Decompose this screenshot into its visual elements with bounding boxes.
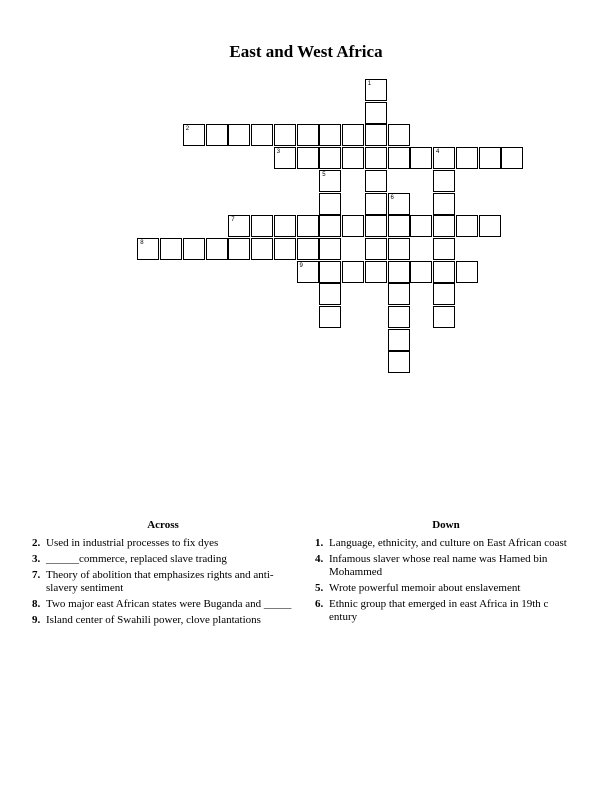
clue-down-6 — [315, 598, 577, 624]
grid-cell[interactable] — [206, 238, 228, 260]
clue-number: 2. — [32, 537, 41, 549]
down-heading: Down — [432, 519, 460, 531]
puzzle-title: East and West Africa — [229, 42, 383, 61]
grid-cell[interactable] — [274, 215, 296, 237]
grid-cell[interactable] — [388, 351, 410, 373]
grid-cell[interactable] — [319, 238, 341, 260]
grid-cell[interactable] — [228, 215, 250, 237]
grid-cell[interactable] — [433, 261, 455, 283]
clue-text: Theory of abolition that emphasizes rights and anti-slavery sentiment — [46, 569, 274, 594]
grid-cell[interactable] — [319, 306, 341, 328]
grid-cell[interactable] — [319, 147, 341, 169]
grid-cell[interactable] — [479, 215, 501, 237]
grid-cell[interactable] — [365, 147, 387, 169]
cell-number: 7 — [231, 217, 235, 224]
clue-number: 1. — [315, 537, 324, 549]
cell-number: 4 — [436, 149, 440, 156]
grid-cell[interactable] — [342, 215, 364, 237]
across-clues — [32, 519, 294, 630]
grid-cell[interactable] — [297, 147, 319, 169]
grid-cell[interactable] — [319, 124, 341, 146]
clue-text: Used in industrial processes to fix dyes — [46, 537, 219, 549]
grid-cell[interactable] — [388, 124, 410, 146]
clue-across-9 — [32, 614, 294, 627]
clue-number: 3. — [32, 553, 41, 565]
clue-down-5 — [315, 582, 577, 595]
grid-cell[interactable] — [433, 170, 455, 192]
grid-cell[interactable] — [433, 193, 455, 215]
grid-cell[interactable] — [342, 124, 364, 146]
grid-cell[interactable] — [365, 261, 387, 283]
grid-cell[interactable] — [456, 261, 478, 283]
grid-cell[interactable] — [410, 261, 432, 283]
grid-cell[interactable] — [319, 283, 341, 305]
cell-number: 8 — [140, 239, 144, 246]
cell-number: 3 — [276, 149, 281, 156]
grid-cell[interactable] — [388, 215, 410, 237]
clue-across-3 — [32, 553, 294, 566]
grid-cell[interactable] — [365, 193, 387, 215]
grid-cell[interactable] — [365, 102, 387, 124]
clue-down-1 — [315, 537, 577, 550]
grid-cell[interactable] — [479, 147, 501, 169]
cell-number: 2 — [185, 126, 190, 133]
grid-cell[interactable] — [297, 238, 319, 260]
grid-cell[interactable] — [228, 124, 250, 146]
grid-cell[interactable] — [206, 124, 228, 146]
grid-cell[interactable] — [319, 170, 341, 192]
grid-cell[interactable] — [251, 215, 273, 237]
clue-text: Two major east African states were Buganda and _____ — [46, 598, 292, 610]
grid-cell[interactable] — [274, 124, 296, 146]
across-heading: Across — [147, 519, 179, 531]
clue-across-8 — [32, 598, 294, 611]
grid-cell[interactable] — [365, 124, 387, 146]
clue-number: 9. — [32, 614, 41, 626]
grid-cell[interactable] — [433, 147, 455, 169]
grid-cell[interactable] — [388, 193, 410, 215]
clue-text: Wrote powerful memoir about enslavement — [329, 582, 521, 594]
grid-cell[interactable] — [274, 147, 296, 169]
grid-cell[interactable] — [297, 261, 319, 283]
grid-cell[interactable] — [342, 147, 364, 169]
down-clues — [315, 519, 577, 627]
grid-cell[interactable] — [456, 147, 478, 169]
grid-cell[interactable] — [274, 238, 296, 260]
grid-cell[interactable] — [433, 283, 455, 305]
grid-cell[interactable] — [251, 238, 273, 260]
cell-number: 6 — [390, 194, 394, 201]
grid-cell[interactable] — [365, 170, 387, 192]
grid-cell[interactable] — [251, 124, 273, 146]
grid-cell[interactable] — [319, 193, 341, 215]
grid-cell[interactable] — [297, 215, 319, 237]
grid-cell[interactable] — [388, 329, 410, 351]
clue-across-7 — [32, 569, 294, 595]
grid-cell[interactable] — [433, 306, 455, 328]
grid-cell[interactable] — [342, 261, 364, 283]
clue-number: 8. — [32, 598, 41, 610]
cell-number: 5 — [322, 171, 326, 178]
clue-text: Language, ethnicity, and culture on East African coast — [329, 537, 567, 549]
clue-across-2 — [32, 537, 294, 550]
clue-text: Island center of Swahili power, clove plantations — [46, 614, 261, 626]
grid-cell[interactable] — [365, 238, 387, 260]
grid-cell[interactable] — [456, 215, 478, 237]
cell-number: 1 — [367, 81, 372, 87]
grid-cell[interactable] — [388, 306, 410, 328]
clue-number: 5. — [315, 582, 324, 594]
grid-cell[interactable] — [388, 261, 410, 283]
grid-cell[interactable] — [365, 215, 387, 237]
grid-cell[interactable] — [319, 215, 341, 237]
clue-down-4 — [315, 553, 577, 579]
clue-text: ______commerce, replaced slave trading — [46, 553, 227, 565]
clue-text: Infamous slaver whose real name was Hamed bin Mohammed — [329, 553, 548, 578]
cell-number: 9 — [299, 262, 303, 269]
grid-cell[interactable] — [183, 238, 205, 260]
grid-cell[interactable] — [319, 261, 341, 283]
grid-cell[interactable] — [410, 215, 432, 237]
grid-cell[interactable] — [183, 124, 205, 146]
clue-number: 4. — [315, 553, 324, 565]
grid-cell[interactable] — [433, 238, 455, 260]
clue-number: 7. — [32, 569, 41, 581]
grid-cell[interactable] — [410, 147, 432, 169]
clue-number: 6. — [315, 598, 324, 610]
grid-cell[interactable] — [388, 147, 410, 169]
grid-cell[interactable] — [501, 147, 523, 169]
grid-cell[interactable] — [137, 238, 159, 260]
grid-cell[interactable] — [160, 238, 182, 260]
grid-cell[interactable] — [297, 124, 319, 146]
grid-cell[interactable] — [433, 215, 455, 237]
grid-cell[interactable] — [228, 238, 250, 260]
grid-cell[interactable] — [388, 283, 410, 305]
grid-cell[interactable] — [365, 79, 387, 101]
grid-cell[interactable] — [388, 238, 410, 260]
clue-text: Ethnic group that emerged in east Africa in 19th c entury — [329, 598, 549, 623]
